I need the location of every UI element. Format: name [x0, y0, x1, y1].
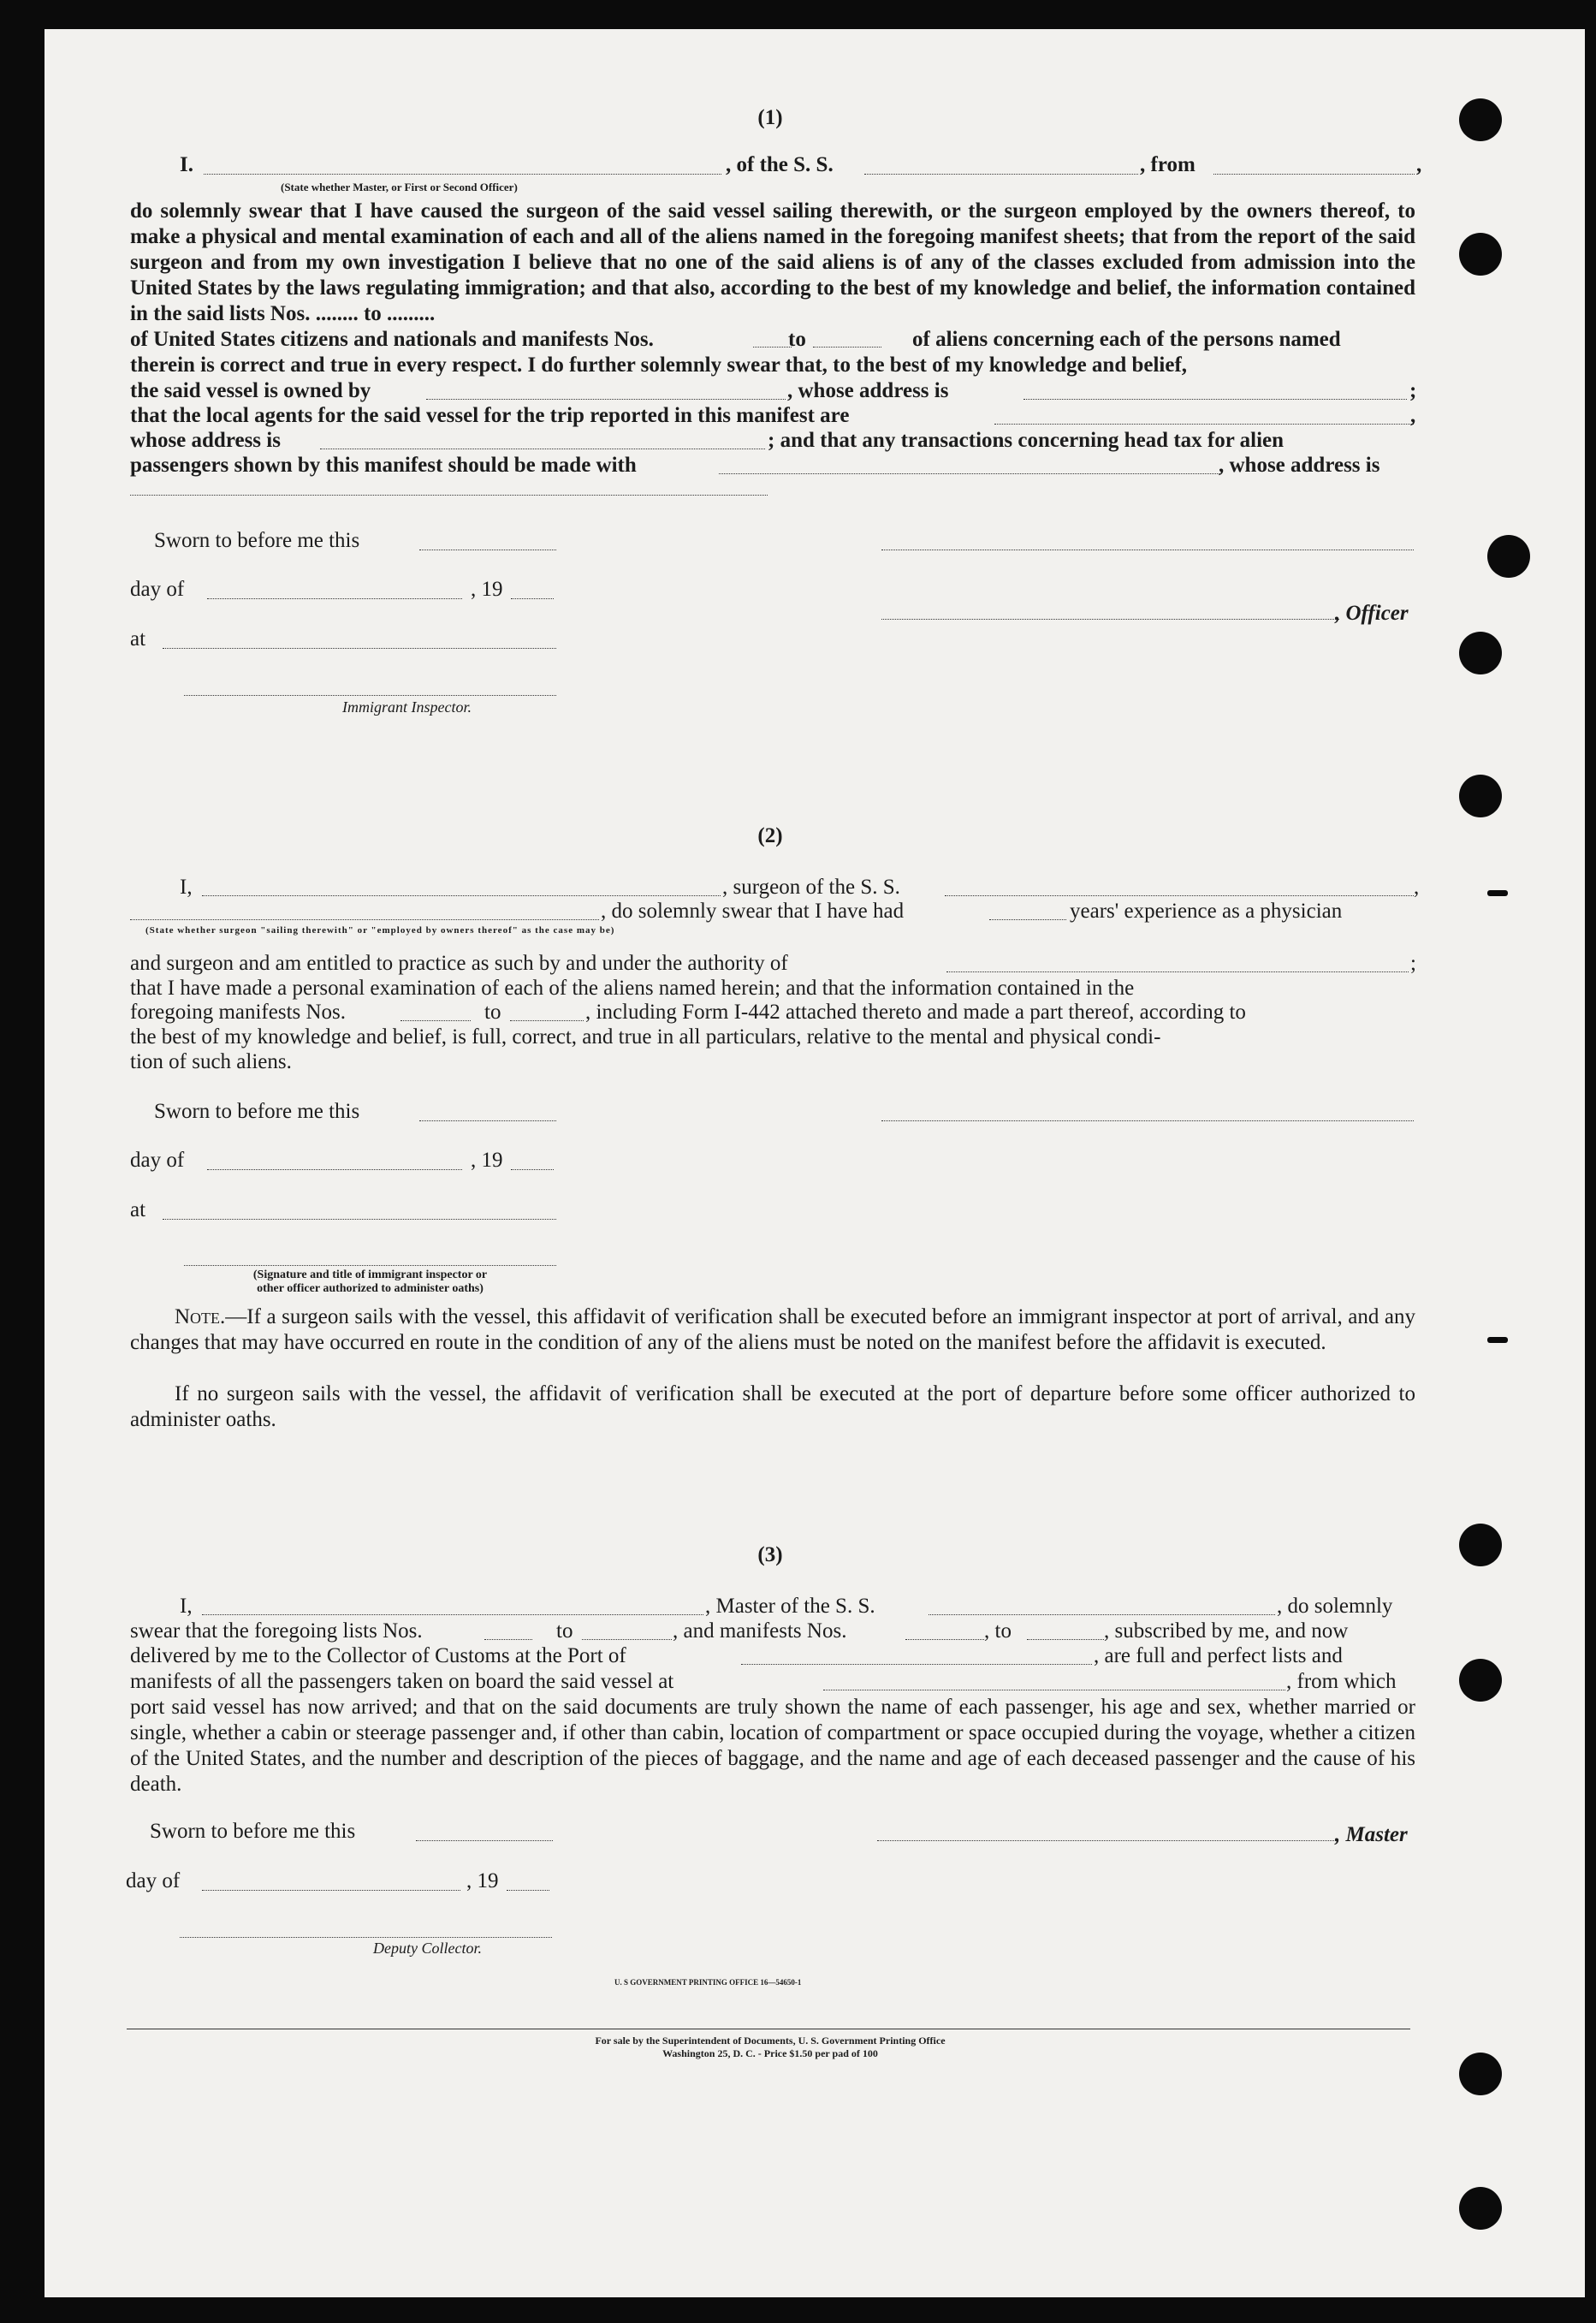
form-text: therein is correct and true in every respect. I do further solemnly swear that, to the best of my knowledge and belief, [130, 354, 1188, 377]
form-text: swear that the foregoing lists Nos. [130, 1619, 423, 1643]
signature-line[interactable] [881, 1120, 1414, 1121]
fill-line[interactable] [207, 1169, 462, 1170]
form-text: , whose address is [787, 379, 949, 402]
punch-hole [1487, 535, 1530, 578]
form-text: , [1410, 404, 1416, 427]
form-text: , subscribed by me, and now [1104, 1619, 1349, 1643]
form-text: I. [180, 153, 193, 176]
sworn-label: Sworn to before me this [154, 529, 360, 552]
at-label: at [130, 627, 146, 651]
form-text: to [788, 328, 806, 351]
fill-line[interactable] [163, 648, 556, 649]
fill-line[interactable] [946, 971, 1409, 972]
fill-line[interactable] [1027, 1639, 1104, 1640]
form-text: , are full and perfect lists and [1094, 1644, 1343, 1667]
form-text: , [1416, 153, 1422, 176]
form-text: to [556, 1619, 573, 1643]
fill-line[interactable] [753, 347, 792, 348]
form-text: of United States citizens and nationals and manifests Nos. [130, 328, 654, 351]
fill-line[interactable] [864, 174, 1138, 175]
printer-line: U. S GOVERNMENT PRINTING OFFICE 16—54650-1 [614, 1978, 802, 1987]
signature-line[interactable] [881, 619, 1339, 620]
edge-mark [1487, 890, 1508, 896]
form-text: delivered by me to the Collector of Customs at the Port of [130, 1644, 626, 1667]
form-text: tion of such aliens. [130, 1050, 292, 1073]
fill-line[interactable] [507, 1890, 549, 1891]
field-hint: (State whether Master, or First or Second Officer) [281, 181, 518, 193]
form-text: ; [1410, 952, 1416, 975]
officer-label: , Officer [1335, 602, 1409, 625]
at-label: at [130, 1198, 146, 1221]
sworn-label: Sworn to before me this [154, 1100, 360, 1123]
signature-line[interactable] [180, 1937, 552, 1938]
punch-hole [1459, 2053, 1502, 2095]
form-text: , Master of the S. S. [705, 1595, 875, 1618]
form-text: foregoing manifests Nos. [130, 1001, 347, 1024]
section-number: (2) [757, 824, 783, 847]
fill-line[interactable] [989, 919, 1066, 920]
deputy-label: Deputy Collector. [373, 1940, 482, 1957]
note-text: —If a surgeon sails with the vessel, this affidavit of verification shall be executed before an immigrant inspector at port of arrival, and any changes that may have occurred en route in the condition of any of the aliens must be noted on the manifest before the affidavit is executed. [130, 1305, 1415, 1354]
form-text: , do solemnly [1277, 1595, 1393, 1618]
fill-line[interactable] [813, 347, 881, 348]
year-label: , 19 [466, 1869, 499, 1892]
sale-notice: For sale by the Superintendent of Documents, U. S. Government Printing Office [595, 2035, 946, 2047]
punch-hole [1459, 98, 1502, 141]
fill-line[interactable] [582, 1639, 672, 1640]
fill-line[interactable] [400, 1020, 471, 1021]
form-text: , whose address is [1219, 454, 1380, 477]
fill-line[interactable] [1023, 399, 1407, 400]
form-text: ; and that any transactions concerning head tax for alien [768, 429, 1285, 452]
fill-line[interactable] [510, 1020, 584, 1021]
day-label: day of [130, 1149, 185, 1172]
punch-hole [1459, 2187, 1502, 2230]
signature-hint: (Signature and title of immigrant inspector or [252, 1268, 488, 1281]
form-text: I, [180, 1595, 193, 1618]
form-text: , and manifests Nos. [673, 1619, 847, 1643]
fill-line[interactable] [204, 174, 721, 175]
form-text: , surgeon of the S. S. [722, 876, 900, 899]
oath-paragraph: do solemnly swear that I have caused the surgeon of the said vessel sailing therewith, or the surgeon employed by the owners thereof, to make a physical and mental examination of each and all of the aliens named in the foregoing manifest sheets; that from the report of the said surgeon and from my own investigation I believe that no one of the said aliens is of any of the classes excluded from admission into the United States by the laws regulating immigration; and that also, according to the best of my knowledge and belief, the information contained in the said lists Nos. ........ to ......... [130, 199, 1415, 325]
fill-line[interactable] [202, 1614, 703, 1615]
inspector-label: Immigrant Inspector. [342, 698, 472, 716]
fill-line[interactable] [511, 1169, 554, 1170]
fill-line[interactable] [1213, 174, 1415, 175]
punch-hole [1459, 775, 1502, 817]
form-text: that I have made a personal examination of each of the aliens named herein; and that the information contained in the [130, 977, 1135, 1000]
fill-line[interactable] [207, 598, 462, 599]
sale-notice: Washington 25, D. C. - Price $1.50 per pad of 100 [662, 2047, 878, 2059]
fill-line[interactable] [945, 895, 1414, 896]
master-label: , Master [1335, 1823, 1408, 1846]
form-text: , from which [1286, 1670, 1397, 1693]
form-text: of aliens concerning each of the persons named [912, 328, 1341, 351]
fill-line[interactable] [130, 919, 599, 920]
signature-line[interactable] [877, 1840, 1338, 1841]
section-number: (3) [757, 1543, 783, 1566]
form-text: manifests of all the passengers taken on board the said vessel at [130, 1670, 674, 1693]
day-label: day of [130, 578, 185, 601]
fill-line[interactable] [511, 598, 554, 599]
form-text: , do solemnly swear that I have had [601, 900, 905, 923]
form-text: that the local agents for the said vessel for the trip reported in this manifest are [130, 404, 850, 427]
fill-line[interactable] [419, 1120, 556, 1121]
note-paragraph [130, 1304, 1415, 1356]
sworn-label: Sworn to before me this [150, 1820, 356, 1843]
form-text: and surgeon and am entitled to practice as such by and under the authority of [130, 952, 788, 975]
year-label: , 19 [471, 578, 503, 601]
note-paragraph: If no surgeon sails with the vessel, the affidavit of verification shall be executed at the port of departure before some officer authorized to administer oaths. [130, 1382, 1415, 1431]
oath-paragraph: port said vessel has now arrived; and that on the said documents are truly shown the name of each passenger, his age and sex, whether married or single, whether a cabin or steerage passenger and, if other than cabin, location of compartment or space occupied during the voyage, whether a citizen of the United States, and the number and description of the pieces of baggage, and the name and age of each deceased passenger and the cause of his death. [130, 1696, 1415, 1796]
form-text: ; [1409, 379, 1417, 402]
section-number: (1) [757, 106, 783, 129]
form-text: the said vessel is owned by [130, 379, 371, 402]
punch-hole [1459, 632, 1502, 674]
punch-hole [1459, 233, 1502, 276]
form-text: whose address is [130, 429, 281, 452]
form-text: passengers shown by this manifest should be made with [130, 454, 637, 477]
fill-line[interactable] [416, 1840, 553, 1841]
form-text: the best of my knowledge and belief, is full, correct, and true in all particulars, relative to the mental and physical condi- [130, 1025, 1161, 1049]
signature-line[interactable] [184, 1265, 556, 1266]
punch-hole [1459, 1659, 1502, 1702]
form-text: , [1414, 876, 1420, 899]
punch-hole [1459, 1524, 1502, 1566]
fill-line[interactable] [202, 895, 721, 896]
form-text: , to [984, 1619, 1012, 1643]
form-text: I, [180, 876, 193, 899]
form-text: , from [1140, 153, 1196, 176]
form-text: years' experience as a physician [1070, 900, 1343, 923]
form-text: , of the S. S. [726, 153, 834, 176]
fill-line[interactable] [426, 399, 786, 400]
form-text: to [484, 1001, 501, 1024]
fill-line[interactable] [202, 1890, 460, 1891]
fill-line[interactable] [719, 473, 1219, 474]
edge-mark [1487, 1337, 1508, 1343]
field-hint: (State whether surgeon "sailing therewith" or "employed by owners thereof" as the case may be) [145, 925, 615, 936]
fill-line[interactable] [484, 1639, 532, 1640]
fill-line[interactable] [163, 1219, 556, 1220]
day-label: day of [126, 1869, 181, 1892]
fill-line[interactable] [130, 495, 768, 496]
fill-line[interactable] [929, 1614, 1275, 1615]
form-text: , including Form I-442 attached thereto and made a part thereof, according to [585, 1001, 1246, 1024]
signature-line[interactable] [184, 695, 556, 696]
fill-line[interactable] [905, 1639, 984, 1640]
fill-line[interactable] [741, 1664, 1092, 1665]
fill-line[interactable] [994, 424, 1414, 425]
note-label: Note. [175, 1305, 226, 1328]
year-label: , 19 [471, 1149, 503, 1172]
signature-hint: other officer authorized to administer oaths) [257, 1282, 484, 1295]
